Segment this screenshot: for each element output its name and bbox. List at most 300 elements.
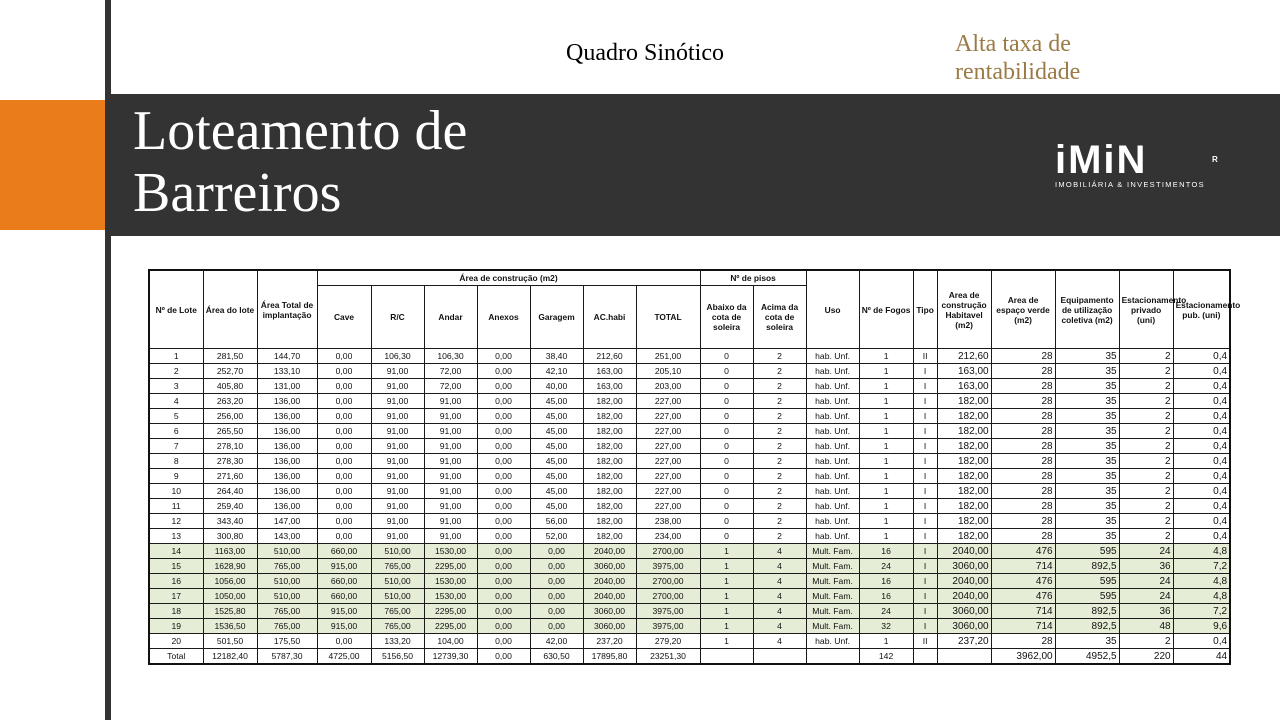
table-cell: 2700,00 xyxy=(636,544,700,559)
table-row xyxy=(149,559,1230,574)
table-cell: 144,70 xyxy=(257,349,317,364)
table-cell: 0,00 xyxy=(477,544,530,559)
table-cell: 91,00 xyxy=(371,394,424,409)
col-header: Tipo xyxy=(913,270,937,349)
table-cell: 234,00 xyxy=(636,529,700,544)
table-cell: 0,00 xyxy=(477,589,530,604)
table-row xyxy=(149,604,1230,619)
table-cell: 251,00 xyxy=(636,349,700,364)
table-cell: 0,00 xyxy=(477,469,530,484)
table-cell: 0,4 xyxy=(1173,409,1230,424)
table-cell: 4 xyxy=(753,589,806,604)
table-row xyxy=(149,469,1230,484)
table-cell: 0,00 xyxy=(317,469,371,484)
table-cell: 0,4 xyxy=(1173,484,1230,499)
table-cell: 91,00 xyxy=(424,484,477,499)
table-cell: 12 xyxy=(149,514,203,529)
table-cell: hab. Unf. xyxy=(806,484,859,499)
table-cell: 136,00 xyxy=(257,424,317,439)
table-cell: 17895,80 xyxy=(583,649,636,665)
table-cell: I xyxy=(913,544,937,559)
table-cell: hab. Unf. xyxy=(806,499,859,514)
table-cell: 42,00 xyxy=(530,634,583,649)
table-cell: 45,00 xyxy=(530,454,583,469)
table-cell: 1 xyxy=(700,604,753,619)
table-cell: 0,4 xyxy=(1173,499,1230,514)
table-cell: 1 xyxy=(859,349,913,364)
table-cell: 0,00 xyxy=(477,559,530,574)
table-cell: 660,00 xyxy=(317,589,371,604)
table-cell: 12739,30 xyxy=(424,649,477,665)
table-cell: 42,10 xyxy=(530,364,583,379)
table-cell: 4 xyxy=(753,634,806,649)
table-cell: 476 xyxy=(991,544,1055,559)
table-cell: 0 xyxy=(700,499,753,514)
table-cell: 19 xyxy=(149,619,203,634)
table-cell: 2 xyxy=(1119,529,1173,544)
table-cell: 35 xyxy=(1055,529,1119,544)
table-cell: 16 xyxy=(149,574,203,589)
table-cell: 714 xyxy=(991,604,1055,619)
table-cell: 91,00 xyxy=(371,484,424,499)
table-cell: 212,60 xyxy=(937,349,991,364)
table-cell: I xyxy=(913,529,937,544)
table-cell: 205,10 xyxy=(636,364,700,379)
table-cell: 4,8 xyxy=(1173,589,1230,604)
table-cell: 147,00 xyxy=(257,514,317,529)
table-cell: 2040,00 xyxy=(583,589,636,604)
table-cell: 182,00 xyxy=(583,439,636,454)
table-cell: 182,00 xyxy=(937,469,991,484)
table-cell: 136,00 xyxy=(257,484,317,499)
table-cell: 0 xyxy=(700,529,753,544)
table-cell: 1 xyxy=(859,634,913,649)
table-cell: 2 xyxy=(753,379,806,394)
title-line-1: Loteamento de xyxy=(133,100,468,162)
table-cell: 0,00 xyxy=(530,559,583,574)
table-cell: 510,00 xyxy=(257,574,317,589)
table-cell: 2295,00 xyxy=(424,619,477,634)
table-cell: 300,80 xyxy=(203,529,257,544)
table-cell: I xyxy=(913,454,937,469)
table-cell: 227,00 xyxy=(636,394,700,409)
table-cell xyxy=(753,649,806,665)
table-cell: 0,00 xyxy=(530,544,583,559)
table-cell: 0,00 xyxy=(317,529,371,544)
table-cell: hab. Unf. xyxy=(806,454,859,469)
table-cell: 227,00 xyxy=(636,484,700,499)
table-cell: hab. Unf. xyxy=(806,529,859,544)
table-cell: 0,4 xyxy=(1173,364,1230,379)
table-cell: 510,00 xyxy=(257,544,317,559)
table-cell: I xyxy=(913,469,937,484)
table-cell: 44 xyxy=(1173,649,1230,665)
group-header-pisos: Nº de pisos xyxy=(700,270,806,286)
col-header: Área Total de implantação xyxy=(257,270,317,349)
table-cell: 915,00 xyxy=(317,559,371,574)
table-cell: 227,00 xyxy=(636,424,700,439)
table-cell: 1530,00 xyxy=(424,544,477,559)
table-cell: 131,00 xyxy=(257,379,317,394)
table-cell xyxy=(913,649,937,665)
table-cell: 136,00 xyxy=(257,439,317,454)
table-cell: 0,00 xyxy=(317,364,371,379)
table-cell: 45,00 xyxy=(530,469,583,484)
table-cell: 10 xyxy=(149,484,203,499)
table-cell: 16 xyxy=(859,589,913,604)
table-cell: 0,00 xyxy=(530,604,583,619)
table-cell: 72,00 xyxy=(424,364,477,379)
table-cell: 182,00 xyxy=(937,529,991,544)
table-cell: 0,00 xyxy=(477,394,530,409)
table-cell: 2 xyxy=(1119,379,1173,394)
table-cell: 0 xyxy=(700,349,753,364)
table-cell: hab. Unf. xyxy=(806,424,859,439)
table-cell: I xyxy=(913,499,937,514)
logo-wordmark: iMiN xyxy=(1055,138,1148,182)
table-cell: 237,20 xyxy=(937,634,991,649)
table-cell: 182,00 xyxy=(937,499,991,514)
table-cell: 2 xyxy=(753,394,806,409)
table-row xyxy=(149,574,1230,589)
orange-accent-block xyxy=(0,100,105,230)
table-cell: 7,2 xyxy=(1173,604,1230,619)
table-cell: 23251,30 xyxy=(636,649,700,665)
table-cell: I xyxy=(913,589,937,604)
table-row xyxy=(149,394,1230,409)
table-cell: 18 xyxy=(149,604,203,619)
table-cell: 630,50 xyxy=(530,649,583,665)
table-cell: 765,00 xyxy=(371,559,424,574)
table-cell: 237,20 xyxy=(583,634,636,649)
table-cell: 28 xyxy=(991,514,1055,529)
col-header: Área do lote xyxy=(203,270,257,349)
table-cell xyxy=(806,649,859,665)
table-cell: 7,2 xyxy=(1173,559,1230,574)
table-cell: 2295,00 xyxy=(424,604,477,619)
table-row xyxy=(149,544,1230,559)
table-cell: 28 xyxy=(991,424,1055,439)
table-cell: 12182,40 xyxy=(203,649,257,665)
table-cell: 0,4 xyxy=(1173,439,1230,454)
table-cell: 35 xyxy=(1055,409,1119,424)
table-cell: 36 xyxy=(1119,559,1173,574)
table-cell: 16 xyxy=(859,544,913,559)
table-cell: 0 xyxy=(700,409,753,424)
col-header: Andar xyxy=(424,286,477,349)
table-cell: 24 xyxy=(859,559,913,574)
table-cell: 2 xyxy=(753,424,806,439)
table-cell: 0,00 xyxy=(530,619,583,634)
col-header: Abaixo da cota de soleira xyxy=(700,286,753,349)
table-cell: 227,00 xyxy=(636,499,700,514)
table-cell: 1530,00 xyxy=(424,589,477,604)
table-cell: 136,00 xyxy=(257,454,317,469)
table-cell: 5787,30 xyxy=(257,649,317,665)
table-cell: 281,50 xyxy=(203,349,257,364)
table-cell: 35 xyxy=(1055,634,1119,649)
table-cell: 1 xyxy=(859,529,913,544)
table-cell: 9 xyxy=(149,469,203,484)
table-cell: 163,00 xyxy=(583,364,636,379)
table-cell: 765,00 xyxy=(257,559,317,574)
table-cell: 1 xyxy=(859,499,913,514)
table-cell: 182,00 xyxy=(583,394,636,409)
table-cell: 0 xyxy=(700,379,753,394)
table-cell: 595 xyxy=(1055,544,1119,559)
table-cell: 1 xyxy=(859,454,913,469)
table-cell: 2 xyxy=(1119,514,1173,529)
table-cell: 9,6 xyxy=(1173,619,1230,634)
table-cell: 3975,00 xyxy=(636,559,700,574)
table-cell: 2 xyxy=(1119,439,1173,454)
table-cell: 0,00 xyxy=(317,484,371,499)
table-cell: hab. Unf. xyxy=(806,634,859,649)
table-cell: 0,00 xyxy=(477,619,530,634)
table-cell: Mult. Fam. xyxy=(806,589,859,604)
table-cell: 2 xyxy=(753,484,806,499)
table-cell: 2700,00 xyxy=(636,589,700,604)
table-cell: hab. Unf. xyxy=(806,514,859,529)
table-cell: 28 xyxy=(991,634,1055,649)
table-cell: 1163,00 xyxy=(203,544,257,559)
table-cell: 2040,00 xyxy=(583,574,636,589)
col-header: R/C xyxy=(371,286,424,349)
table-cell: 0,00 xyxy=(477,514,530,529)
table-cell: 405,80 xyxy=(203,379,257,394)
table-cell: 0,00 xyxy=(530,574,583,589)
col-header: Estacionamento privado (uni) xyxy=(1119,270,1173,349)
table-cell: 24 xyxy=(859,604,913,619)
table-cell: 20 xyxy=(149,634,203,649)
table-cell: 0,00 xyxy=(317,454,371,469)
table-cell: 182,00 xyxy=(937,424,991,439)
table-cell: 35 xyxy=(1055,514,1119,529)
table-cell: 28 xyxy=(991,349,1055,364)
table-cell: I xyxy=(913,394,937,409)
col-header: TOTAL xyxy=(636,286,700,349)
table-cell: hab. Unf. xyxy=(806,379,859,394)
table-cell: 714 xyxy=(991,619,1055,634)
table-cell: 0,00 xyxy=(477,379,530,394)
table-cell: 2 xyxy=(753,349,806,364)
table-cell: 1 xyxy=(859,439,913,454)
table-cell: 2 xyxy=(753,439,806,454)
table-cell: 0,00 xyxy=(317,634,371,649)
table-cell: 2295,00 xyxy=(424,559,477,574)
table-cell: 45,00 xyxy=(530,409,583,424)
table-cell: I xyxy=(913,409,937,424)
table-cell: Mult. Fam. xyxy=(806,619,859,634)
col-header: Uso xyxy=(806,270,859,349)
table-cell: 2 xyxy=(753,409,806,424)
table-cell: 6 xyxy=(149,424,203,439)
group-header-area: Área de construção (m2) xyxy=(317,270,700,286)
table-cell: 2 xyxy=(1119,469,1173,484)
table-cell: 36 xyxy=(1119,604,1173,619)
col-header: AC.habi xyxy=(583,286,636,349)
table-cell: 501,50 xyxy=(203,634,257,649)
table-cell: 4 xyxy=(149,394,203,409)
table-cell: 0,00 xyxy=(317,424,371,439)
table-cell: 182,00 xyxy=(583,484,636,499)
table-cell: 35 xyxy=(1055,349,1119,364)
table-cell: 0,00 xyxy=(477,484,530,499)
total-row xyxy=(149,649,1230,665)
table-cell: 3060,00 xyxy=(583,559,636,574)
table-row xyxy=(149,514,1230,529)
table-cell: 182,00 xyxy=(937,409,991,424)
table-cell: 510,00 xyxy=(371,544,424,559)
table-cell: 1 xyxy=(859,424,913,439)
table-cell: 11 xyxy=(149,499,203,514)
table-cell: 91,00 xyxy=(424,439,477,454)
table-cell: 3 xyxy=(149,379,203,394)
table-cell: 0,00 xyxy=(317,439,371,454)
table-cell: 91,00 xyxy=(371,529,424,544)
table-cell: 136,00 xyxy=(257,409,317,424)
table-cell: 91,00 xyxy=(371,409,424,424)
table-cell: 0,00 xyxy=(477,499,530,514)
table-cell: 5 xyxy=(149,409,203,424)
table-cell: 45,00 xyxy=(530,439,583,454)
logo-mark xyxy=(1055,140,1225,180)
table-cell: 2040,00 xyxy=(937,544,991,559)
table-cell: 2700,00 xyxy=(636,574,700,589)
table-cell: 1628,90 xyxy=(203,559,257,574)
lot-summary-table xyxy=(148,269,1241,665)
table-cell: 104,00 xyxy=(424,634,477,649)
table-cell: 0,4 xyxy=(1173,529,1230,544)
table-cell: 0 xyxy=(700,454,753,469)
table-cell: 0,4 xyxy=(1173,514,1230,529)
table-cell: 3962,00 xyxy=(991,649,1055,665)
group-header-row xyxy=(149,270,1230,286)
table-cell: Mult. Fam. xyxy=(806,604,859,619)
table-cell: 476 xyxy=(991,574,1055,589)
table-cell: 136,00 xyxy=(257,469,317,484)
col-header: Nº de Fogos xyxy=(859,270,913,349)
table-cell: 0,00 xyxy=(317,514,371,529)
table-cell: 279,20 xyxy=(636,634,700,649)
table-cell: 0 xyxy=(700,424,753,439)
table-cell: 0,00 xyxy=(317,409,371,424)
table-cell: 4 xyxy=(753,604,806,619)
table-cell: I xyxy=(913,364,937,379)
table-cell: 91,00 xyxy=(371,424,424,439)
table-cell: 510,00 xyxy=(371,574,424,589)
table-cell: 17 xyxy=(149,589,203,604)
table-cell: 2 xyxy=(753,499,806,514)
table-cell: 2 xyxy=(1119,409,1173,424)
table-cell: 2 xyxy=(1119,484,1173,499)
table-cell: hab. Unf. xyxy=(806,394,859,409)
table-cell: 16 xyxy=(859,574,913,589)
table-cell: 28 xyxy=(991,379,1055,394)
table-cell: 0,4 xyxy=(1173,394,1230,409)
table-cell: 4 xyxy=(753,559,806,574)
table-cell: 0 xyxy=(700,439,753,454)
col-header: Acima da cota de soleira xyxy=(753,286,806,349)
table-cell: 510,00 xyxy=(257,589,317,604)
table-cell: 143,00 xyxy=(257,529,317,544)
table-cell: 28 xyxy=(991,484,1055,499)
table-cell: 278,10 xyxy=(203,439,257,454)
table-cell: 3975,00 xyxy=(636,619,700,634)
table-cell: 163,00 xyxy=(583,379,636,394)
table-cell: 278,30 xyxy=(203,454,257,469)
table-cell: 7 xyxy=(149,439,203,454)
table-cell: 91,00 xyxy=(424,499,477,514)
table-cell: 227,00 xyxy=(636,439,700,454)
table-cell: 175,50 xyxy=(257,634,317,649)
table-cell: 56,00 xyxy=(530,514,583,529)
table-cell: 28 xyxy=(991,469,1055,484)
table-cell: 35 xyxy=(1055,379,1119,394)
table-row xyxy=(149,529,1230,544)
table-cell: 3060,00 xyxy=(937,604,991,619)
table-cell: 35 xyxy=(1055,499,1119,514)
table-cell: 1 xyxy=(700,544,753,559)
table-cell: I xyxy=(913,379,937,394)
table-cell: 0,00 xyxy=(477,409,530,424)
table-cell: 91,00 xyxy=(424,424,477,439)
table-cell: 136,00 xyxy=(257,499,317,514)
table-cell: 765,00 xyxy=(371,604,424,619)
table-cell: II xyxy=(913,349,937,364)
table-cell: 24 xyxy=(1119,574,1173,589)
table-cell: 4952,5 xyxy=(1055,649,1119,665)
table-cell: 1 xyxy=(700,559,753,574)
table-cell: 182,00 xyxy=(583,424,636,439)
table-cell: 3060,00 xyxy=(937,619,991,634)
slide-tagline: Alta taxa de rentabilidade xyxy=(955,31,1081,85)
table-cell: 0,00 xyxy=(317,394,371,409)
table-cell: 1 xyxy=(700,589,753,604)
table-cell: 0,00 xyxy=(477,649,530,665)
table-cell: 238,00 xyxy=(636,514,700,529)
table-cell: 2 xyxy=(149,364,203,379)
table-cell: hab. Unf. xyxy=(806,439,859,454)
table-cell: 220 xyxy=(1119,649,1173,665)
table-cell: 1 xyxy=(700,634,753,649)
table-cell: 2040,00 xyxy=(583,544,636,559)
table-cell: I xyxy=(913,484,937,499)
title-line-2: Barreiros xyxy=(133,162,342,224)
table-cell: 8 xyxy=(149,454,203,469)
table-cell: 915,00 xyxy=(317,619,371,634)
table-cell: I xyxy=(913,424,937,439)
table-cell: 91,00 xyxy=(424,469,477,484)
table-cell: 1530,00 xyxy=(424,574,477,589)
table-cell: 91,00 xyxy=(371,454,424,469)
table-cell: 2040,00 xyxy=(937,589,991,604)
table-cell: 0,00 xyxy=(477,574,530,589)
table-cell: 0 xyxy=(700,469,753,484)
table-cell: 14 xyxy=(149,544,203,559)
table-row xyxy=(149,499,1230,514)
table-cell: I xyxy=(913,574,937,589)
table-cell: 45,00 xyxy=(530,424,583,439)
table-cell: Total xyxy=(149,649,203,665)
table-cell: 2 xyxy=(753,469,806,484)
table-cell: 142 xyxy=(859,649,913,665)
table-cell: 91,00 xyxy=(371,499,424,514)
table-cell: 182,00 xyxy=(583,409,636,424)
col-header: Area de construção Habitavel (m2) xyxy=(937,270,991,349)
table-cell: 106,30 xyxy=(424,349,477,364)
table-cell: 227,00 xyxy=(636,409,700,424)
